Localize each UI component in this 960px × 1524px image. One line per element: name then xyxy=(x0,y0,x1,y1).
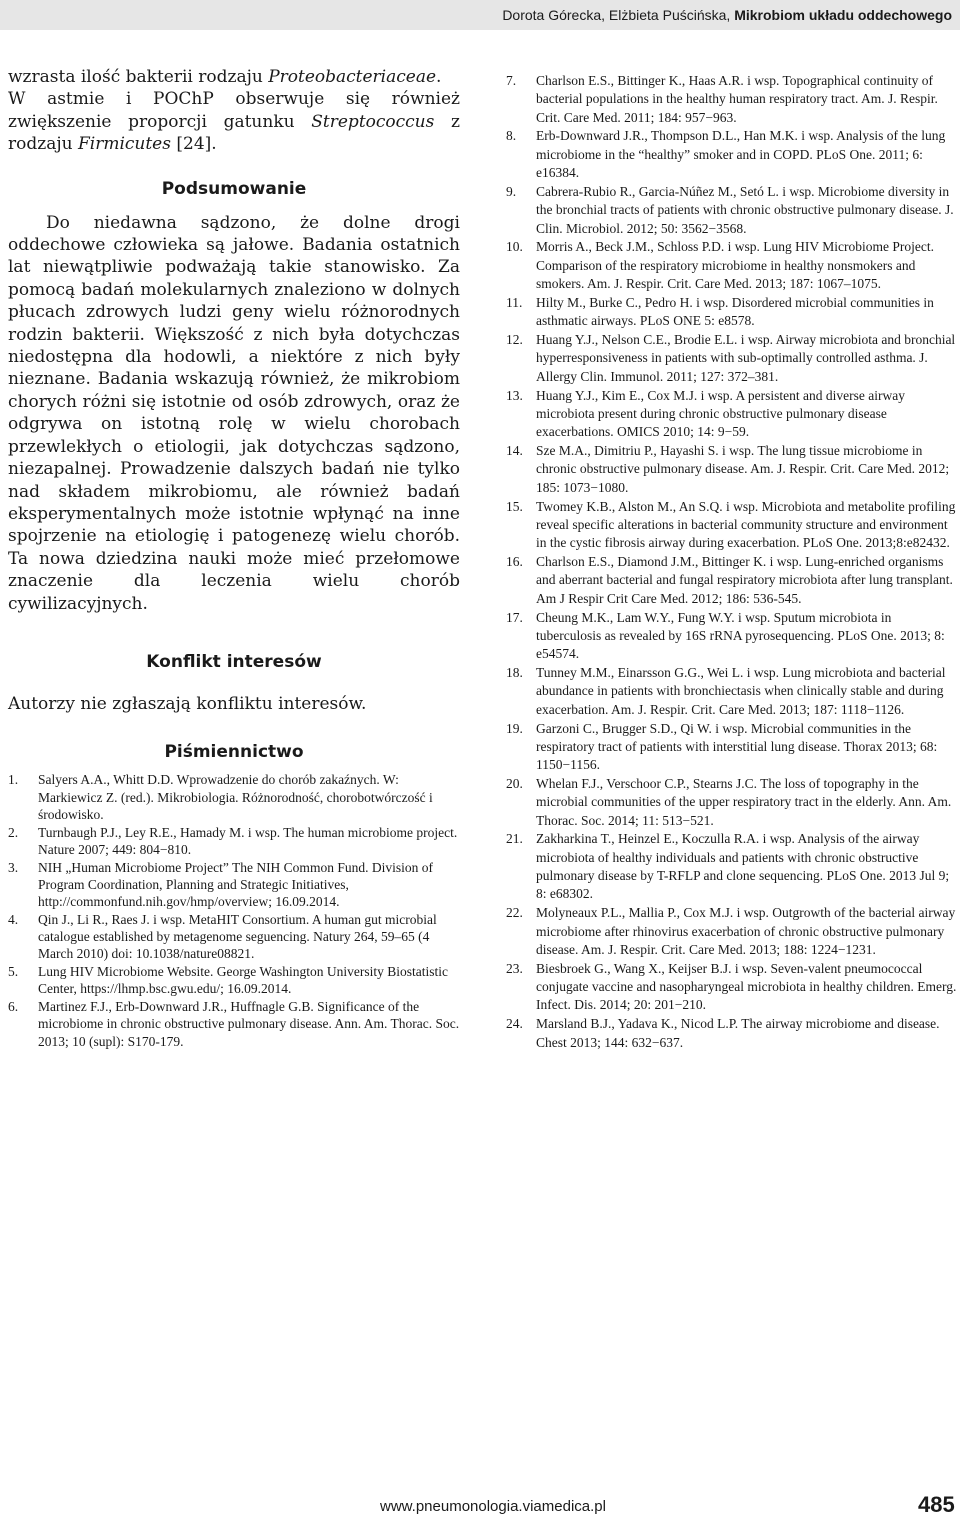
reference-text: Marsland B.J., Yadava K., Nicod L.P. The airway microbiome and disease. Chest 2013; 144: 632−637. xyxy=(536,1016,940,1050)
intro-paragraph xyxy=(8,66,460,88)
reference-item xyxy=(506,183,958,238)
reference-text: Zakharkina T., Heinzel E., Koczulla R.A. i wsp. Analysis of the airway microbiota of healthy individuals and patients with chronic obstructive pulmonary disease by T-RFLP and clone sequencing. PLoS One. 2013 Jul 9; 8: e68302. xyxy=(536,831,950,902)
reference-item xyxy=(8,963,460,998)
reference-number: 14. xyxy=(506,443,523,459)
reference-text: Charlson E.S., Bittinger K., Haas A.R. i wsp. Topographical continuity of bacterial populations in the healthy human respiratory tract. Am. J. Respir. Crit. Care Med. 2011; 184: 957−963. xyxy=(536,73,938,125)
reference-number: 22. xyxy=(506,905,523,921)
reference-item xyxy=(506,442,958,497)
header-title: Mikrobiom układu oddechowego xyxy=(734,7,952,23)
footer-url[interactable]: www.pneumonologia.viamedica.pl xyxy=(380,1498,606,1515)
reference-item xyxy=(506,720,958,775)
reference-number: 11. xyxy=(506,294,523,310)
reference-item xyxy=(506,387,958,442)
reference-number: 16. xyxy=(506,554,523,570)
reference-number: 7. xyxy=(506,73,517,88)
reference-text: Cabrera-Rubio R., Garcia-Núñez M., Setó L. i wsp. Microbiome diversity in the bronchial tracts of patients with chronic obstructive pulmonary disease. J. Clin. Microbiol. 2012; 50: 3562−3568. xyxy=(536,183,954,236)
reference-item xyxy=(506,294,958,331)
intro-text: . xyxy=(436,67,442,87)
reference-number: 2. xyxy=(8,824,19,840)
reference-item xyxy=(8,824,460,859)
reference-number: 21. xyxy=(506,831,523,847)
reference-text: Erb-Downward J.R., Thompson D.L., Han M.K. i wsp. Analysis of the lung microbiome in the “healthy” smoker and in COPD. PLoS One. 2011; 6: e16384. xyxy=(536,128,946,181)
reference-item xyxy=(506,553,958,608)
reference-text: Turnbaugh P.J., Ley R.E., Hamady M. i wsp. The human microbiome project. Nature 2007; 449: 804−810. xyxy=(38,824,458,857)
reference-item xyxy=(8,771,460,823)
reference-item xyxy=(506,498,958,553)
running-header xyxy=(0,0,960,30)
reference-text: Qin J., Li R., Raes J. i wsp. MetaHIT Consortium. A human gut microbial catalogue established by metagenome seguencing. Natury 264, 59–65 (4 March 2010) doi: 10.1038/nature08821. xyxy=(38,911,437,962)
reference-item xyxy=(506,1015,958,1052)
reference-text: Salyers A.A., Whitt D.D. Wprowadzenie do chorób zakaźnych. W: Markiewicz Z. (red.). Mikrobiologia. Różnorodność, chorobotwórczość i środowisko. xyxy=(38,772,433,822)
reference-text: Garzoni C., Brugger S.D., Qi W. i wsp. Microbial communities in the respiratory tract of patients with interstitial lung disease. Thorax 2013; 68: 1150−1156. xyxy=(536,720,938,773)
reference-item xyxy=(506,775,958,830)
reference-text: Sze M.A., Dimitriu P., Hayashi S. i wsp. The lung tissue microbiome in chronic obstructive pulmonary disease. Am. J. Respir. Crit. Care Med. 2012; 185: 1073−1080. xyxy=(536,443,950,495)
reference-text: Cheung M.K., Lam W.Y., Fung W.Y. i wsp. Sputum microbiota in tuberculosis as revealed by 16S rRNA pyrosequencing. PLoS One. 2013; 8: e54574. xyxy=(536,609,945,662)
summary-heading: Podsumowanie xyxy=(161,178,307,199)
reference-number: 13. xyxy=(506,387,523,403)
reference-text: Whelan F.J., Verschoor C.P., Stearns J.C. The loss of topography in the microbial communities of the upper respiratory tract in the elderly. Ann. Am. Thorac. Soc. 2014; 11: 513−521. xyxy=(536,776,952,828)
reference-item xyxy=(506,830,958,903)
intro-text: wzrasta ilość bakterii rodzaju xyxy=(8,67,269,87)
summary-paragraph: Do niedawna sądzono, że dolne drogi oddechowe człowieka są jałowe. Badania ostatnich lat niewątpliwie podważają takie stanowisko. Za pomocą badań molekularnych znaleziono w dolnych płucach zdrowych ludzi geny wielu różnorodnych rodzin bakterii. Większość z nich była dotychczas niedostępna dla hodowli, a niektóre z nich były nieznane. Badania wskazują również, że mikrobiom chorych różni się istotnie od osób zdrowych, oraz że odgrywa on istotną rolę w wielu chorobach przewlekłych o etiologii, jak dotychczas sądzono, niezapalnej. Prowadzenie dalszych badań nie tylko nad składem mikrobiomu, ale również badań eksperymentalnych może istotnie wpłynąć na inne spojrzenie na etiologię i patogenezę wielu chorób. Ta nowa dziedzina nauki może mieć przełomowe znaczenie dla leczenia wielu chorób cywilizacyjnych. xyxy=(8,212,460,614)
reference-item xyxy=(506,609,958,664)
reference-text: Lung HIV Microbiome Website. George Washington University Biostatistic Center, https://lhmp.bsc.gwu.edu/; 16.09.2014. xyxy=(38,964,449,997)
reference-text: Biesbroek G., Wang X., Keijser B.J. i wsp. Seven-valent pneumococcal conjugate vaccine and nasopharyngeal microbiota in healthy children. Emerg. Infect. Dis. 2014; 20: 201−210. xyxy=(536,960,957,1013)
conflict-text: Autorzy nie zgłaszają konfliktu interesów. xyxy=(8,693,367,714)
reference-number: 6. xyxy=(8,999,19,1015)
reference-item xyxy=(506,331,958,386)
intro-paragraph-2 xyxy=(8,88,460,155)
reference-number: 20. xyxy=(506,776,523,791)
reference-list-left xyxy=(8,771,460,1050)
reference-number: 18. xyxy=(506,665,523,681)
taxon-name: Proteobacteriaceae xyxy=(268,67,437,87)
reference-item xyxy=(8,911,460,963)
reference-list-right xyxy=(506,72,958,1052)
right-column xyxy=(506,72,958,1052)
reference-number: 10. xyxy=(506,239,523,255)
reference-item xyxy=(506,960,958,1015)
reference-item xyxy=(506,127,958,182)
reference-number: 19. xyxy=(506,720,523,736)
reference-number: 12. xyxy=(506,332,523,348)
reference-item xyxy=(8,859,460,911)
header-authors: Dorota Górecka, Elżbieta Puścińska, xyxy=(502,7,731,23)
reference-number: 24. xyxy=(506,1016,523,1032)
reference-number: 5. xyxy=(8,964,19,980)
reference-number: 9. xyxy=(506,183,517,199)
page-number: 485 xyxy=(918,1492,955,1517)
reference-number: 8. xyxy=(506,128,517,144)
article-body xyxy=(8,66,460,763)
reference-number: 4. xyxy=(8,911,19,927)
reference-number: 15. xyxy=(506,498,523,514)
reference-text: Hilty M., Burke C., Pedro H. i wsp. Disordered microbial communities in asthmatic airways. PLoS ONE 5: e8578. xyxy=(536,294,934,329)
intro-text: z rodzaju xyxy=(8,111,460,155)
conflict-heading: Konflikt interesów xyxy=(146,651,322,672)
reference-text: Huang Y.J., Kim E., Cox M.J. i wsp. A persistent and diverse airway microbiota present during chronic obstructive pulmonary disease exacerbations. OMICS 2010; 14: 9−59. xyxy=(536,387,905,440)
taxon-name: Streptococcus xyxy=(311,111,435,132)
reference-text: Huang Y.J., Nelson C.E., Brodie E.L. i wsp. Airway microbiota and bronchial hyperresponsiveness in patients with sub-optimally controlled asthma. J. Allergy Clin. Immunol. 2011; 127: 372–381. xyxy=(536,332,956,384)
reference-text: Charlson E.S., Diamond J.M., Bittinger K. i wsp. Lung-enriched organisms and aberrant bacterial and fungal respiratory microbiota after lung transplant. Am J Respir Crit Care Med. 2012; 186: 536-545. xyxy=(536,554,953,606)
reference-item xyxy=(506,664,958,719)
reference-item xyxy=(8,998,460,1050)
reference-item xyxy=(506,72,958,127)
reference-text: Molyneaux P.L., Mallia P., Cox M.J. i wsp. Outgrowth of the bacterial airway microbiome after rhinovirus exacerbation of chronic obstructive pulmonary disease. Am. J. Respir. Crit. Care Med. 2013; 188: 1224−1231. xyxy=(536,905,956,957)
reference-item xyxy=(506,238,958,293)
reference-text: NIH „Human Microbiome Project” The NIH Common Fund. Division of Program Coordination, Planning and Strategic Initiatives, http://commonfund.nih.gov/hmp/overview; 16.09.2014. xyxy=(38,859,433,910)
reference-text: Martinez F.J., Erb-Downward J.R., Huffnagle G.B. Significance of the microbiome in chronic obstructive pulmonary disease. Ann. Am. Thorac. Soc. 2013; 10 (supl): S170-179. xyxy=(38,999,460,1049)
left-column xyxy=(8,66,460,1050)
bibliography-heading: Piśmiennictwo xyxy=(164,742,304,763)
reference-number: 3. xyxy=(8,859,19,875)
reference-item xyxy=(506,904,958,959)
reference-number: 17. xyxy=(506,609,523,625)
intro-text: [24]. xyxy=(170,134,217,155)
reference-text: Morris A., Beck J.M., Schloss P.D. i wsp. Lung HIV Microbiome Project. Comparison of the respiratory microbiome in healthy nonsmokers and smokers. Am. J. Respir. Crit. Care Med. 2013; 187: 1067–1075. xyxy=(536,239,934,292)
reference-text: Tunney M.M., Einarsson G.G., Wei L. i wsp. Lung microbiota and bacterial abundance in patients with bronchiectasis when clinically stable and during exacerbation. Am. J. Respir. Crit. Care Med. 2013; 187: 1118−1126. xyxy=(536,665,946,717)
reference-number: 1. xyxy=(8,772,19,788)
reference-text: Twomey K.B., Alston M., An S.Q. i wsp. Microbiota and metabolite profiling reveal specific alterations in bacterial community structure and environment in the cystic fibrosis airway during exacerbation. PLoS One. 2013;8:e82432. xyxy=(536,498,956,551)
reference-number: 23. xyxy=(506,960,523,976)
taxon-name: Firmicutes xyxy=(77,134,171,155)
intro-text: W astmie i POChP obserwuje się również zwiększenie proporcji gatunku xyxy=(8,89,460,132)
